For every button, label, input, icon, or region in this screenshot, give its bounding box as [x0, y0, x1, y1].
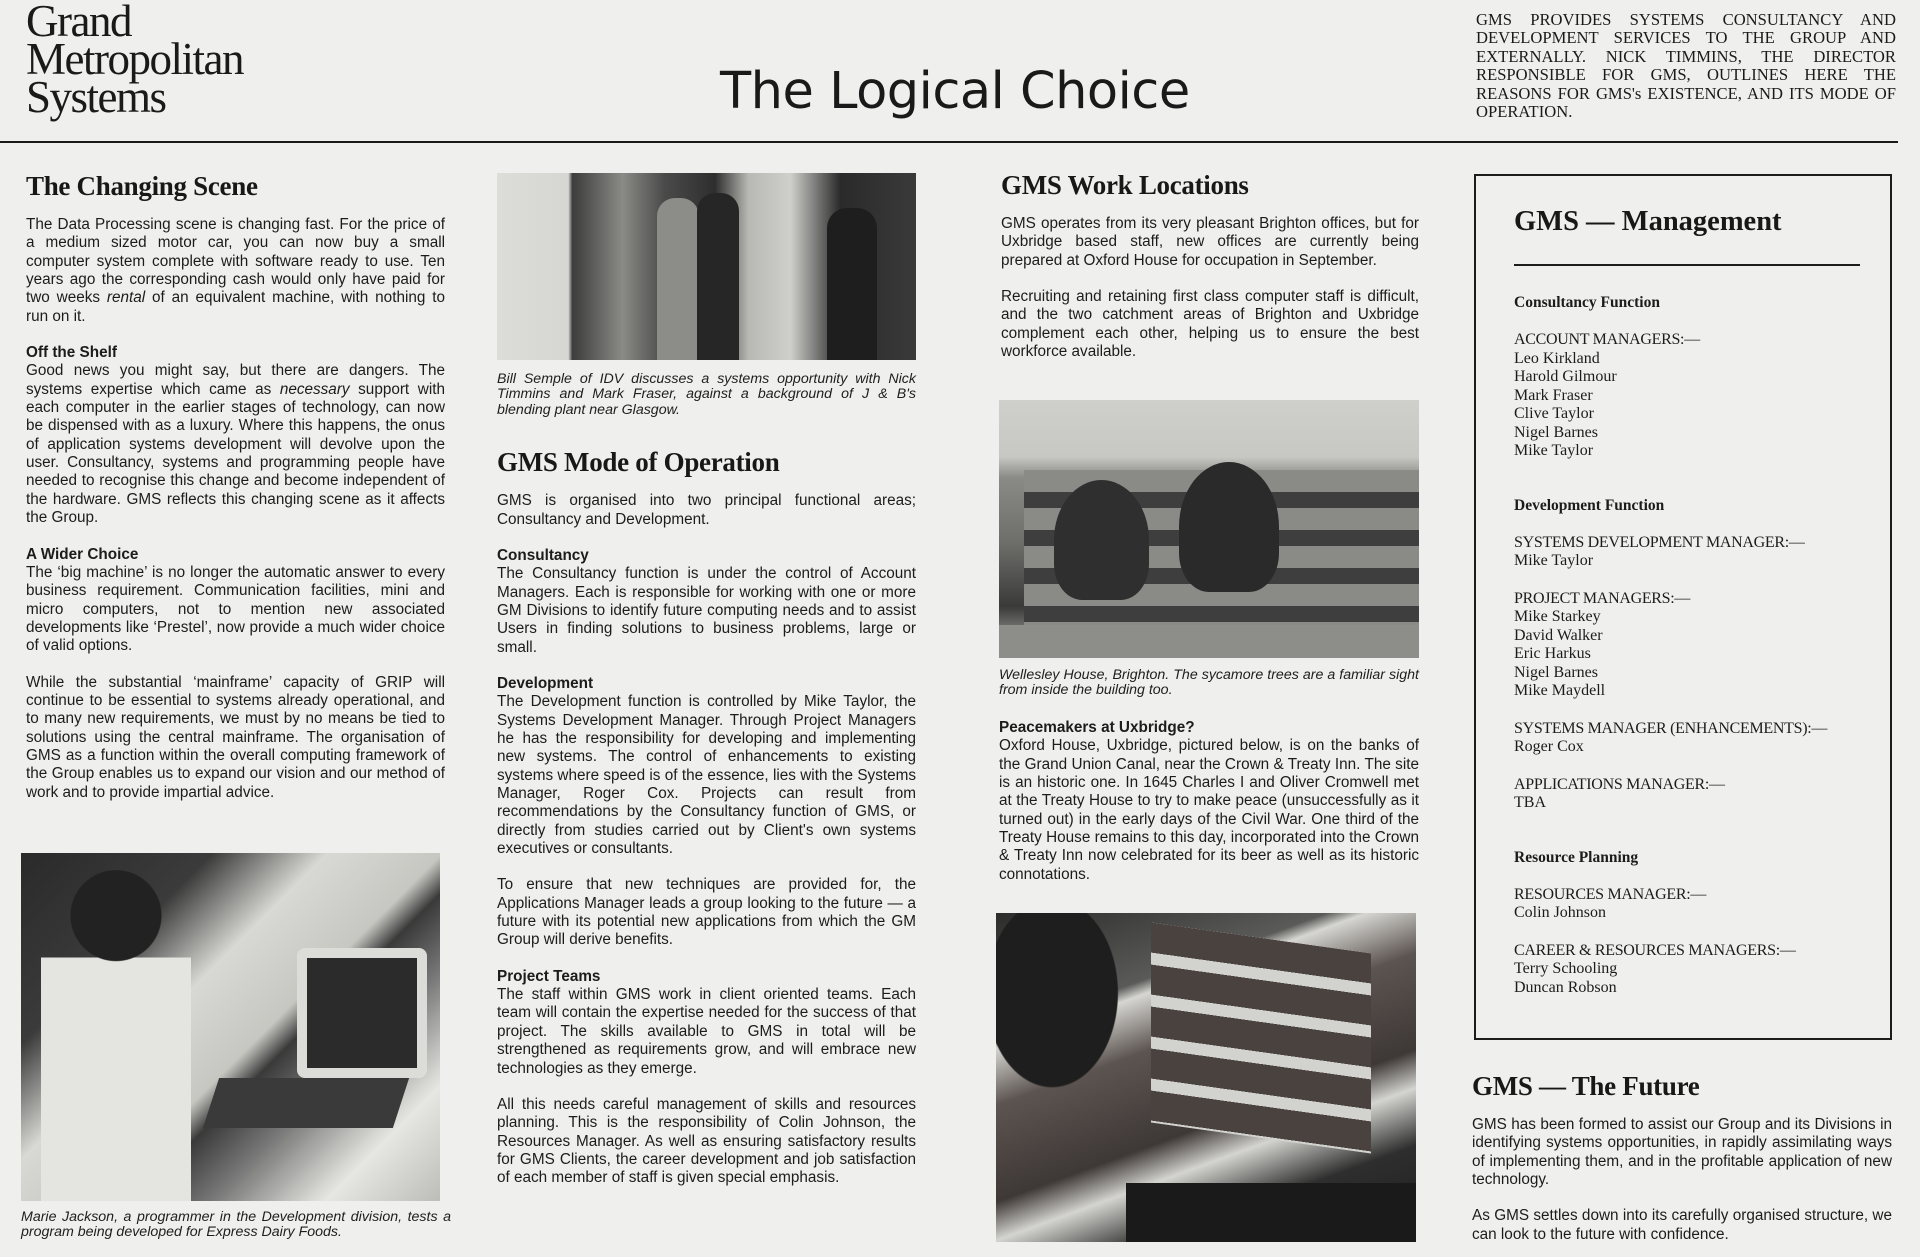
role-title: SYSTEMS MANAGER (ENHANCEMENTS):— [1514, 719, 1828, 737]
company-logo [26, 0, 326, 122]
caption-blending-plant: Bill Semple of IDV discusses a systems opportunity with Nick Timmins and Mark Fraser, against a background of J & B's blending plant near Glasgow. [497, 371, 916, 418]
person-figure-3 [827, 208, 877, 360]
paragraph-resources-planning: All this needs careful management of skills and resources planning. This is the responsibility of Colin Johnson, the Resources Manager. As well as ensuring satisfactory results for GMS Clients, the career development and job satisfaction of each member of staff is given special emphasis. [497, 1095, 916, 1187]
paragraph-new-techniques: To ensure that new techniques are provided for, the Applications Manager leads a group looking to the future — a future with its potential new applications from which the GM Group will derive benefits. [497, 876, 916, 949]
tree-left [1054, 480, 1149, 600]
person-name: David Walker [1514, 626, 1603, 644]
group-resource-planning [1514, 849, 1884, 998]
building-block [1151, 923, 1371, 1154]
page-headline: The Logical Choice [720, 62, 1190, 121]
street [999, 625, 1419, 658]
paragraph-peacemakers: Oxford House, Uxbridge, pictured below, is on the banks of the Grand Union Canal, near the Crown & Treaty Inn. The site is an historic one. In 1645 Charles I and Oliver Cromwell met at the Treaty House to try to make peace (unsuccessfully as it turned out) in the early days of the Civil War. One third of the Treaty House remains to this day, incorporated into the Crown & Treaty Inn now celebrated for its beer as well as its historic connotations. [999, 737, 1419, 883]
person-silhouette [41, 853, 191, 1201]
paragraph-mainframe: While the substantial ‘mainframe’ capacity of GRIP will continue to be essential to systems already operational, and to many new requirements, we must by no means be tied to solutions using the central mainframe. The organisation of GMS as a function within the overall computing framework of the Group enables us to expand our vision and our method of work and to provide impartial advice. [26, 673, 445, 801]
role-block [1514, 590, 1884, 701]
column-changing-scene [26, 170, 445, 802]
management-list [1514, 294, 1884, 1016]
paragraph-project-teams: The staff within GMS work in client oriented teams. Each team will contain the expertise needed for the success of that project. The skills available to GMS in total will be strengthened as requirements grow, and will embrace new technologies as they emerge. [497, 986, 916, 1077]
section-title-work-locations: GMS Work Locations [1001, 170, 1249, 200]
paragraph-locations-2: Recruiting and retaining first class computer staff is difficult, and the two catchment areas of Brighton and Uxbridge complement each other, helping us to ensure the best workforce available. [1001, 288, 1419, 361]
paragraph-future-2: As GMS settles down into its carefully organised structure, we can look to the future with confidence. [1472, 1207, 1892, 1243]
role-title: CAREER & RESOURCES MANAGERS:— [1514, 941, 1796, 959]
logo-line-1: Grand [26, 0, 131, 46]
role-block [1514, 886, 1884, 923]
role-title: SYSTEMS DEVELOPMENT MANAGER:— [1514, 533, 1805, 551]
role-title: APPLICATIONS MANAGER:— [1514, 775, 1725, 793]
group-development-function [1514, 497, 1884, 813]
paragraph-development: The Development function is controlled by Mike Taylor, the Systems Development Manager. Through Project Managers he has the responsibility for developing and implementing new systems. The control of enhancements to existing systems where speed is of the essence, lies with the Systems Manager, Roger Cox. Projects can result from recommendations by the Consultancy function of GMS, or directly from studies carried out by Client's own systems executives or consultants. [497, 693, 916, 858]
terminal-screen-shape [297, 948, 427, 1078]
foliage [996, 913, 1136, 1113]
column-work-locations [1001, 169, 1419, 361]
photo-blending-plant [497, 173, 916, 360]
person-name: Colin Johnson [1514, 904, 1607, 921]
section-title-future: GMS — The Future [1472, 1071, 1700, 1101]
person-name: Leo Kirkland [1514, 349, 1600, 367]
photo-programmer-at-terminal [21, 853, 440, 1201]
column-mode-of-operation [497, 372, 916, 1188]
photo-oxford-house [996, 913, 1416, 1242]
person-name: Nigel Barnes [1514, 423, 1598, 441]
management-title: GMS — Management [1514, 206, 1782, 237]
group-title: Consultancy Function [1514, 294, 1660, 311]
group-consultancy-function [1514, 294, 1884, 461]
role-title: RESOURCES MANAGER:— [1514, 885, 1707, 903]
tree-middle [1179, 462, 1279, 592]
person-name: Harold Gilmour [1514, 368, 1617, 385]
paragraph-future-1: GMS has been formed to assist our Group and its Divisions in identifying systems opportunities, in rapidly assimilating ways of implementing them, and in the profitable application of new technology. [1472, 1116, 1892, 1189]
emphasis-rental: rental [106, 289, 146, 307]
subheading-peacemakers: Peacemakers at Uxbridge? [999, 718, 1195, 736]
person-name: Roger Cox [1514, 738, 1584, 755]
role-title: ACCOUNT MANAGERS:— [1514, 331, 1700, 348]
subheading-development: Development [497, 674, 594, 692]
role-block [1514, 331, 1884, 461]
person-figure-1 [657, 198, 699, 360]
subheading-consultancy: Consultancy [497, 546, 589, 564]
role-title: PROJECT MANAGERS:— [1514, 589, 1691, 607]
person-name: Mike Taylor [1514, 552, 1594, 569]
role-block [1514, 942, 1884, 998]
person-name: Nigel Barnes [1514, 663, 1598, 681]
section-title-mode-of-operation: GMS Mode of Operation [497, 447, 780, 478]
caption-wellesley-house: Wellesley House, Brighton. The sycamore trees are a familiar sight from inside the building too. [999, 667, 1419, 699]
canal-water [1126, 1183, 1416, 1242]
subheading-off-the-shelf: Off the Shelf [26, 344, 117, 362]
section-title-changing-scene: The Changing Scene [26, 171, 258, 201]
subheading-wider-choice: A Wider Choice [26, 545, 139, 563]
intro-standfirst: GMS PROVIDES SYSTEMS CONSULTANCY AND DEVELOPMENT SERVICES TO THE GROUP AND EXTERNALLY. NICK TIMMINS, THE DIRECTOR RESPONSIBLE FOR GMS, OUTLINES HERE THE REASONS FOR GMS's EXISTENCE, AND ITS MODE OF OPERATION. [1476, 10, 1896, 122]
person-name: Mike Taylor [1514, 442, 1594, 459]
paragraph-consultancy: The Consultancy function is under the control of Account Managers. Each is responsible for working with one or more GM Divisions to identify future computing needs and to assist Users in finding solutions to business problems, large or small. [497, 565, 916, 656]
person-name: Clive Taylor [1514, 405, 1594, 422]
person-name: Eric Harkus [1514, 645, 1591, 662]
logo-line-2: Metropolitan [26, 34, 243, 84]
caption-programmer: Marie Jackson, a programmer in the Development division, tests a program being developed for Express Dairy Foods. [21, 1209, 451, 1241]
person-name: Mark Fraser [1514, 386, 1593, 404]
management-panel [1474, 174, 1892, 1040]
photo-wellesley-house [999, 400, 1419, 658]
person-name: Mike Maydell [1514, 682, 1606, 699]
person-name: Mike Starkey [1514, 608, 1601, 625]
role-block [1514, 720, 1884, 757]
paragraph-mode-intro: GMS is organised into two principal functional areas; Consultancy and Development. [497, 492, 916, 528]
role-block [1514, 776, 1884, 813]
keyboard-shape [203, 1078, 409, 1128]
section-future [1472, 1070, 1892, 1244]
person-figure-2 [697, 193, 739, 360]
paragraph-wider-choice: The ‘big machine’ is no longer the automatic answer to every business requirement. Communication facilities, mini and micro computers, not to mention new associated developments like ‘Prestel’, now provide a much wider choice of valid options. [26, 563, 445, 655]
column-uxbridge [999, 668, 1419, 884]
paragraph-changing-scene: The Data Processing scene is changing fast. For the price of a medium sized motor car, you can now buy a small computer system complete with software ready to use. Ten years ago the corresponding cash would only have paid for two weeks rental of an equivalent machine, with nothing to run on it. [26, 216, 445, 325]
paragraph-off-the-shelf: Good news you might say, but there are dangers. The systems expertise which came as necessary support with each computer in the earlier stages of technology, can now be dispensed with as a luxury. Where this happens, the onus of application systems development will devolve upon the user. Consultancy, systems and programming people have needed to recognise this change and become independent of the hardware. GMS reflects this changing scene as it affects the Group. [26, 362, 445, 527]
management-divider [1514, 264, 1860, 266]
masthead-divider [0, 141, 1898, 143]
subheading-project-teams: Project Teams [497, 967, 601, 985]
person-name: Terry Schooling [1514, 960, 1618, 977]
group-title: Development Function [1514, 496, 1665, 514]
person-name: Duncan Robson [1514, 978, 1617, 996]
role-block [1514, 534, 1884, 571]
paragraph-locations-1: GMS operates from its very pleasant Brighton offices, but for Uxbridge based staff, new offices are currently being prepared at Oxford House for occupation in September. [1001, 215, 1419, 269]
person-name: TBA [1514, 794, 1546, 811]
emphasis-necessary: necessary [279, 380, 350, 398]
logo-line-3: Systems [26, 72, 166, 122]
group-title: Resource Planning [1514, 848, 1639, 866]
